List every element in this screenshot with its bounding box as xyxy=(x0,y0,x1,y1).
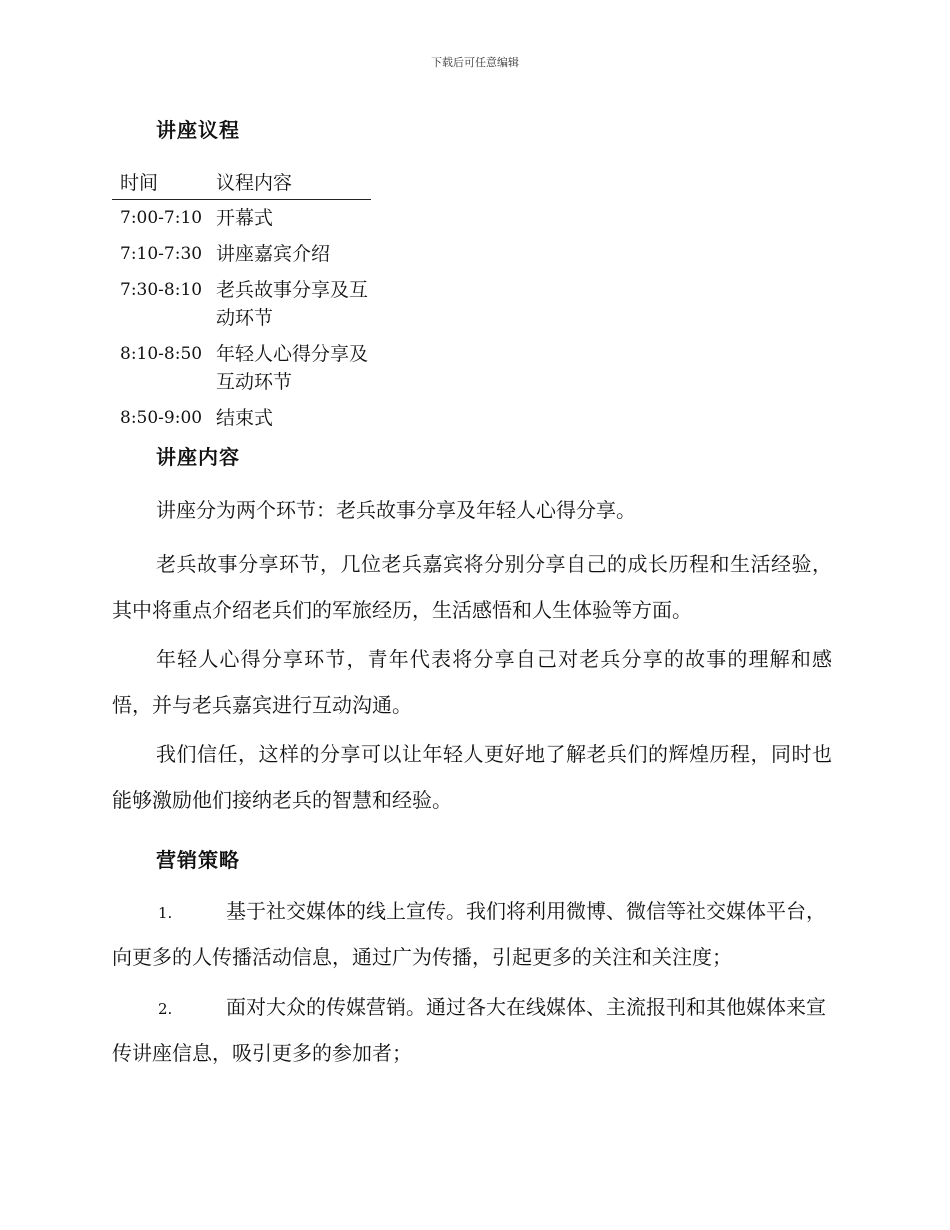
list-item xyxy=(112,889,832,979)
agenda-col-time: 时间 xyxy=(112,168,208,200)
agenda-col-content: 议程内容 xyxy=(208,168,371,200)
content-paragraph: 讲座分为两个环节：老兵故事分享及年轻人心得分享。 xyxy=(156,498,636,522)
agenda-time-cell: 7:30-8:10 xyxy=(120,280,203,300)
content-paragraph: 老兵故事分享环节，几位老兵嘉宾将分别分享自己的成长历程和生活经验，其中将重点介绍老兵们的军旅经历，生活感悟和人生体验等方面。 xyxy=(112,552,832,622)
list-item-text: 面对大众的传媒营销。通过各大在线媒体、主流报刊和其他媒体来宣传讲座信息，吸引更多的参加者； xyxy=(112,995,826,1065)
table-row xyxy=(112,400,371,436)
table-row xyxy=(112,272,371,336)
agenda-heading: 讲座议程 xyxy=(156,118,240,142)
agenda-time-cell: 8:50-9:00 xyxy=(120,408,203,428)
agenda-content-cell: 讲座嘉宾介绍 xyxy=(216,243,331,265)
list-item xyxy=(112,985,832,1075)
agenda-time-cell: 7:00-7:10 xyxy=(120,208,203,228)
table-row xyxy=(112,200,371,237)
agenda-time-cell: 8:10-8:50 xyxy=(120,344,203,364)
list-item-number: 1. xyxy=(158,904,173,922)
content-paragraph: 年轻人心得分享环节，青年代表将分享自己对老兵分享的故事的理解和感悟，并与老兵嘉宾进行互动沟通。 xyxy=(112,647,832,717)
agenda-header-row xyxy=(112,168,371,200)
agenda-table xyxy=(112,168,371,436)
agenda-content-cell: 结束式 xyxy=(216,407,274,429)
agenda-content-cell: 开幕式 xyxy=(216,207,274,229)
agenda-content-cell: 老兵故事分享及互动环节 xyxy=(216,279,369,329)
list-item-number: 2. xyxy=(158,1000,173,1018)
header-note: 下载后可任意编辑 xyxy=(431,56,519,69)
content-paragraph: 我们信任，这样的分享可以让年轻人更好地了解老兵们的辉煌历程，同时也能够激励他们接纳老兵的智慧和经验。 xyxy=(112,742,832,812)
table-row xyxy=(112,236,371,272)
marketing-heading: 营销策略 xyxy=(156,848,240,872)
content-heading: 讲座内容 xyxy=(156,445,240,469)
table-row xyxy=(112,336,371,400)
list-item-text: 基于社交媒体的线上宣传。我们将利用微博、微信等社交媒体平台，向更多的人传播活动信息，通过广为传播，引起更多的关注和关注度； xyxy=(112,899,826,969)
agenda-content-cell: 年轻人心得分享及互动环节 xyxy=(216,343,369,393)
agenda-time-cell: 7:10-7:30 xyxy=(120,244,203,264)
